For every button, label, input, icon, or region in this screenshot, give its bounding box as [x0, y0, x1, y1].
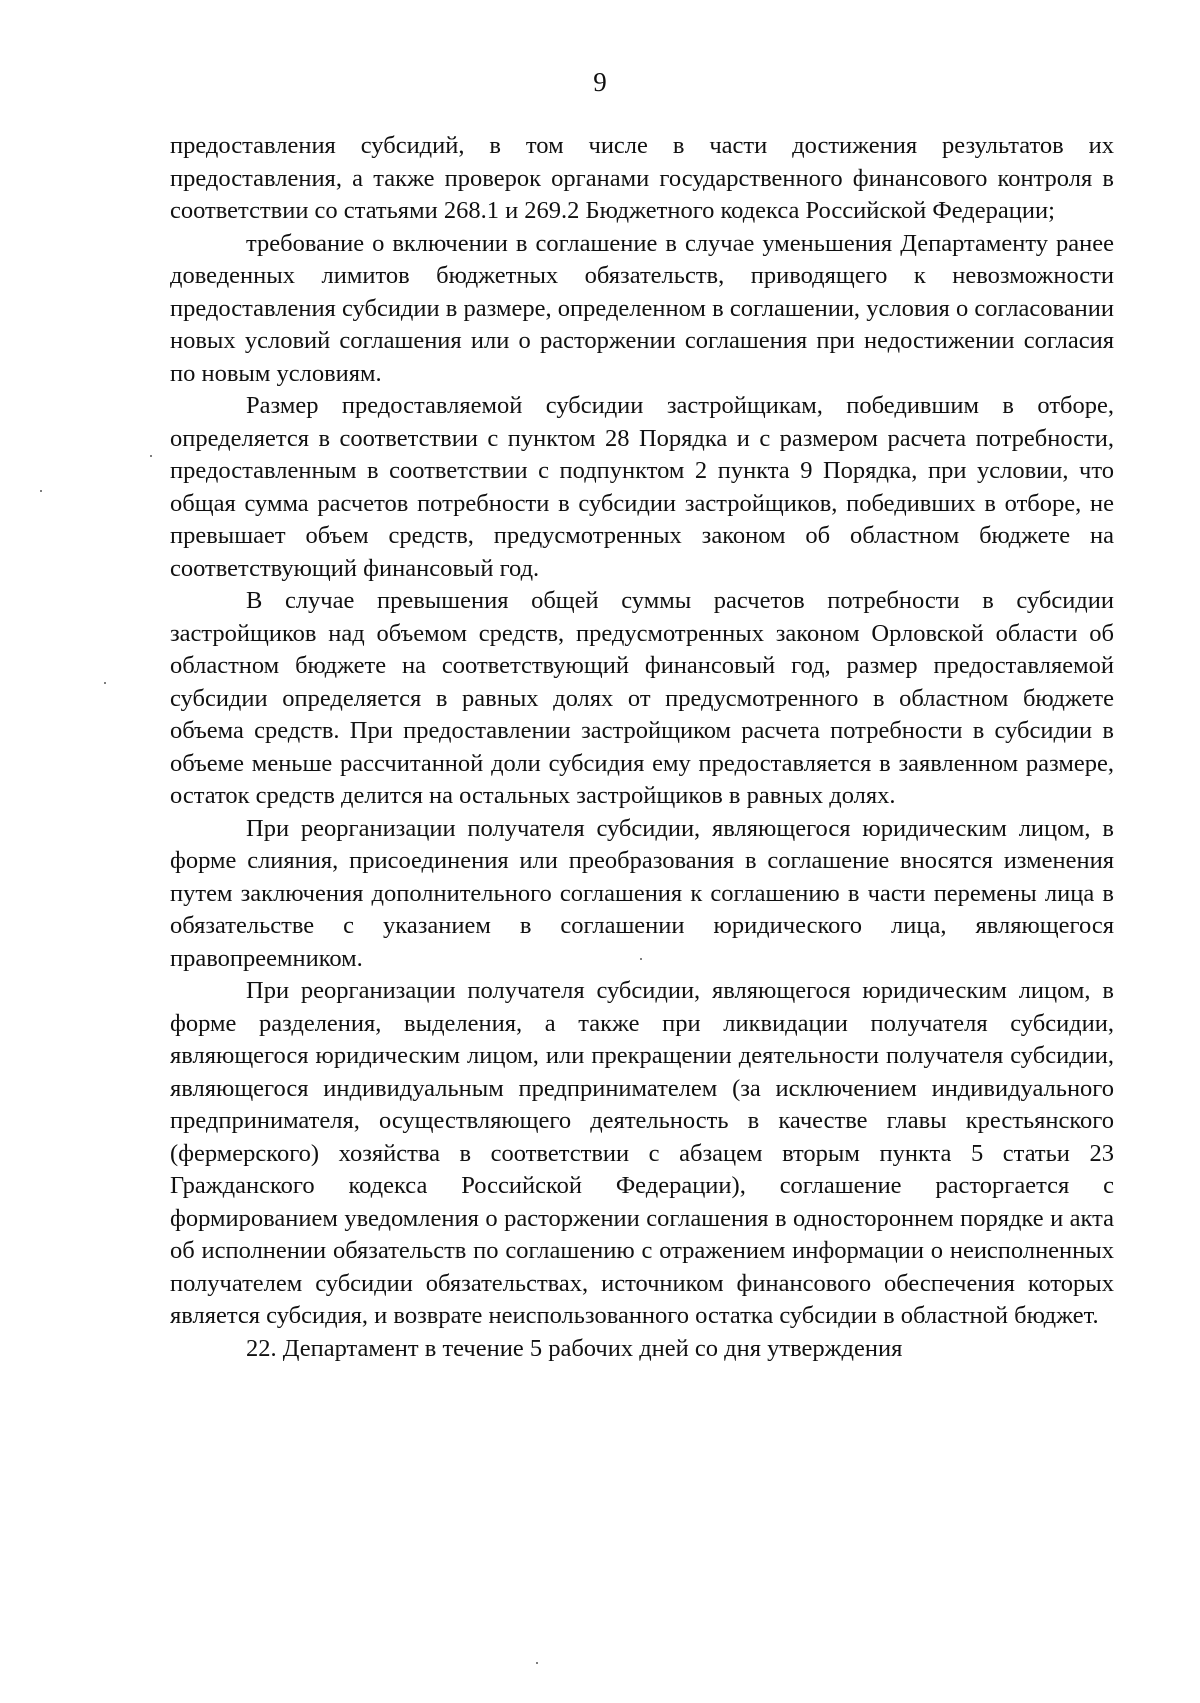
scan-speck: [104, 682, 106, 684]
paragraph-item-22: 22. Департамент в течение 5 рабочих дней со дня утверждения: [246, 1334, 903, 1362]
page-number: 9: [593, 67, 607, 97]
paragraph-excess-case: В случае превышения общей суммы расчетов потребности в субсидии застройщиков над объемом средств, предусмотренных законом Орловской области об областном бюджете на соответствующий финансовый год, размер предоставляемой субсидии определяется в равных долях от предусмотренного в областном бюджете объема средств. При предоставлении застройщиком расчета потребности в субсидии в объеме меньше рассчитанной доли субсидия ему предоставляется в заявленном размере, остаток средств делится на остальных застройщиков в равных долях.: [170, 587, 1114, 809]
paragraph-requirement: требование о включении в соглашение в случае уменьшения Департаменту ранее доведенных лимитов бюджетных обязательств, приводящего к невозможности предоставления субсидии в размере, определенном в соглашении, условия о согласовании новых условий соглашения или о расторжении соглашения при недостижении согласия по новым условиям.: [170, 229, 1114, 387]
scan-speck: [640, 958, 642, 960]
scan-speck: [40, 490, 42, 492]
paragraph-reorganization-merger: При реорганизации получателя субсидии, являющегося юридическим лицом, в форме слияния, присоединения или преобразования в соглашение вносятся изменения путем заключения дополнительного соглашения к соглашению в части перемены лица в обязательстве с указанием в соглашении юридического лица, являющегося правопреемником.: [170, 814, 1114, 972]
scan-speck: [150, 455, 152, 457]
paragraph-subsidy-size: Размер предоставляемой субсидии застройщикам, победившим в отборе, определяется в соответствии с пунктом 28 Порядка и с размером расчета потребности, предоставленным в соответствии с подпунктом 2 пункта 9 Порядка, при условии, что общая сумма расчетов потребности в субсидии застройщиков, победивших в отборе, не превышает объем средств, предусмотренных законом об областном бюджете на соответствующий финансовый год.: [170, 392, 1114, 582]
paragraph-continuation: предоставления субсидий, в том числе в части достижения результатов их предоставления, а также проверок органами государственного финансового контроля в соответствии со статьями 268.1 и 269.2 Бюджетного кодекса Российской Федерации;: [170, 132, 1114, 224]
document-body: [170, 130, 1114, 1365]
scan-speck: [536, 1662, 538, 1664]
paragraph-reorganization-division: При реорганизации получателя субсидии, являющегося юридическим лицом, в форме разделения, выделения, а также при ликвидации получателя субсидии, являющегося юридическим лицом, или прекращении деятельности получателя субсидии, являющегося индивидуальным предпринимателем (за исключением индивидуального предпринимателя, осуществляющего деятельность в качестве главы крестьянского (фермерского) хозяйства в соответствии с абзацем вторым пункта 5 статьи 23 Гражданского кодекса Российской Федерации), соглашение расторгается с формированием уведомления о расторжении соглашения в одностороннем порядке и акта об исполнении обязательств по соглашению с отражением информации о неисполненных получателем субсидии обязательствах, источником финансового обеспечения которых является субсидия, и возврате неиспользованного остатка субсидии в областной бюджет.: [170, 977, 1114, 1329]
